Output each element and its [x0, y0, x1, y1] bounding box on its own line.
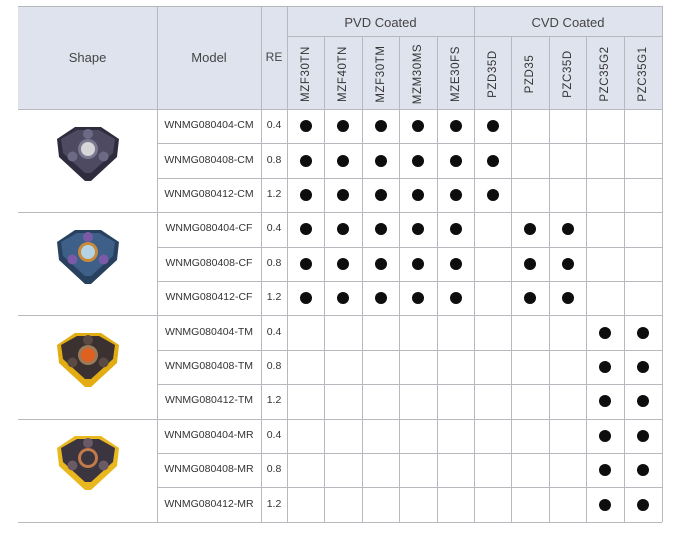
grade-header-9: PZC35G1 — [637, 45, 649, 102]
availability-dot — [375, 155, 387, 167]
wnmg-cm-insert-icon — [51, 123, 125, 187]
model-cell: WNMG080408-CF — [165, 256, 253, 269]
availability-dot — [412, 258, 424, 270]
grid-line — [18, 6, 662, 7]
availability-dot — [562, 258, 574, 270]
re-cell: 0.4 — [266, 119, 282, 132]
re-cell: 0.8 — [266, 360, 282, 372]
grid-line — [586, 36, 587, 522]
availability-dot — [337, 223, 349, 235]
header-pvd-coated: PVD Coated — [344, 15, 417, 30]
model-cell: WNMG080408-CM — [164, 153, 254, 166]
wnmg-mr-insert-icon — [51, 432, 125, 496]
availability-dot — [450, 223, 462, 235]
availability-dot — [524, 223, 536, 235]
availability-dot — [412, 155, 424, 167]
availability-dot — [599, 395, 611, 407]
grid-line — [18, 522, 662, 523]
availability-dot — [599, 327, 611, 339]
availability-dot — [637, 499, 649, 511]
grade-header-6: PZD35 — [524, 54, 536, 93]
grid-line — [399, 36, 400, 522]
model-cell: WNMG080404-CM — [164, 119, 254, 132]
availability-dot — [450, 258, 462, 270]
grid-line — [324, 36, 325, 522]
availability-dot — [599, 464, 611, 476]
grid-line — [437, 36, 438, 522]
grid-line — [624, 36, 625, 522]
grid-line — [18, 419, 662, 420]
grade-header-5: PZD35D — [486, 49, 499, 98]
availability-dot — [599, 430, 611, 442]
availability-dot — [637, 395, 649, 407]
grid-line — [18, 109, 662, 110]
availability-dot — [637, 430, 649, 442]
availability-dot — [375, 258, 387, 270]
availability-dot — [300, 120, 312, 132]
availability-dot — [487, 120, 499, 132]
model-cell: WNMG080404-TM — [164, 325, 254, 338]
availability-dot — [524, 258, 536, 270]
availability-dot — [375, 120, 387, 132]
re-cell: 1.2 — [266, 497, 282, 510]
availability-dot — [450, 189, 462, 201]
availability-dot — [599, 499, 611, 511]
header-model: Model — [191, 50, 227, 65]
availability-dot — [300, 292, 312, 304]
header-shape: Shape — [68, 50, 107, 65]
grid-line — [18, 212, 662, 213]
model-cell: WNMG080412-TM — [164, 394, 254, 407]
availability-dot — [375, 292, 387, 304]
availability-dot — [412, 120, 424, 132]
grade-header-8: PZC35G2 — [599, 45, 611, 102]
availability-dot — [637, 464, 649, 476]
availability-dot — [637, 327, 649, 339]
availability-dot — [450, 292, 462, 304]
grid-line — [18, 315, 662, 316]
grid-line — [549, 36, 550, 522]
model-cell: WNMG080412-MR — [164, 497, 254, 510]
re-cell: 1.2 — [266, 291, 282, 304]
grid-line — [287, 6, 288, 522]
re-cell: 0.4 — [266, 325, 282, 338]
grade-header-1: MZF40TN — [337, 45, 349, 102]
availability-dot — [562, 292, 574, 304]
re-cell: 1.2 — [266, 188, 282, 200]
availability-dot — [300, 223, 312, 235]
availability-dot — [487, 155, 499, 167]
grade-header-2: MZF30TM — [374, 44, 387, 103]
re-cell: 0.8 — [266, 153, 282, 166]
availability-dot — [412, 223, 424, 235]
availability-dot — [487, 189, 499, 201]
availability-dot — [300, 189, 312, 201]
availability-dot — [637, 361, 649, 373]
availability-dot — [562, 223, 574, 235]
availability-dot — [337, 292, 349, 304]
grid-line — [662, 6, 663, 522]
grade-header-7: PZC35D — [561, 49, 574, 98]
re-cell: 0.4 — [266, 428, 282, 441]
model-cell: WNMG080408-TM — [164, 360, 254, 372]
availability-dot — [337, 258, 349, 270]
re-cell: 0.8 — [266, 256, 282, 269]
availability-dot — [337, 189, 349, 201]
re-cell: 1.2 — [266, 394, 282, 407]
availability-dot — [412, 292, 424, 304]
availability-dot — [450, 155, 462, 167]
availability-dot — [412, 189, 424, 201]
availability-dot — [375, 223, 387, 235]
re-cell: 0.4 — [266, 222, 282, 235]
wnmg-cf-insert-icon — [51, 226, 125, 290]
availability-dot — [300, 155, 312, 167]
grid-line — [511, 36, 512, 522]
availability-dot — [524, 292, 536, 304]
availability-dot — [450, 120, 462, 132]
grade-header-3: MZM30MS — [412, 43, 424, 104]
availability-dot — [337, 120, 349, 132]
grid-line — [362, 36, 363, 522]
availability-dot — [375, 189, 387, 201]
availability-dot — [337, 155, 349, 167]
wnmg-tm-insert-icon — [51, 329, 125, 393]
model-cell: WNMG080404-MR — [164, 428, 254, 441]
availability-dot — [300, 258, 312, 270]
model-cell: WNMG080408-MR — [164, 463, 254, 476]
grade-header-0: MZF30TN — [299, 45, 312, 102]
header-cvd-coated: CVD Coated — [531, 15, 605, 30]
re-cell: 0.8 — [266, 463, 282, 476]
grid-line — [474, 6, 475, 522]
model-cell: WNMG080412-CF — [165, 291, 253, 304]
model-cell: WNMG080412-CM — [164, 188, 254, 200]
availability-dot — [599, 361, 611, 373]
grade-header-4: MZE30FS — [449, 45, 462, 102]
model-cell: WNMG080404-CF — [165, 222, 253, 235]
header-re: RE — [265, 50, 283, 64]
